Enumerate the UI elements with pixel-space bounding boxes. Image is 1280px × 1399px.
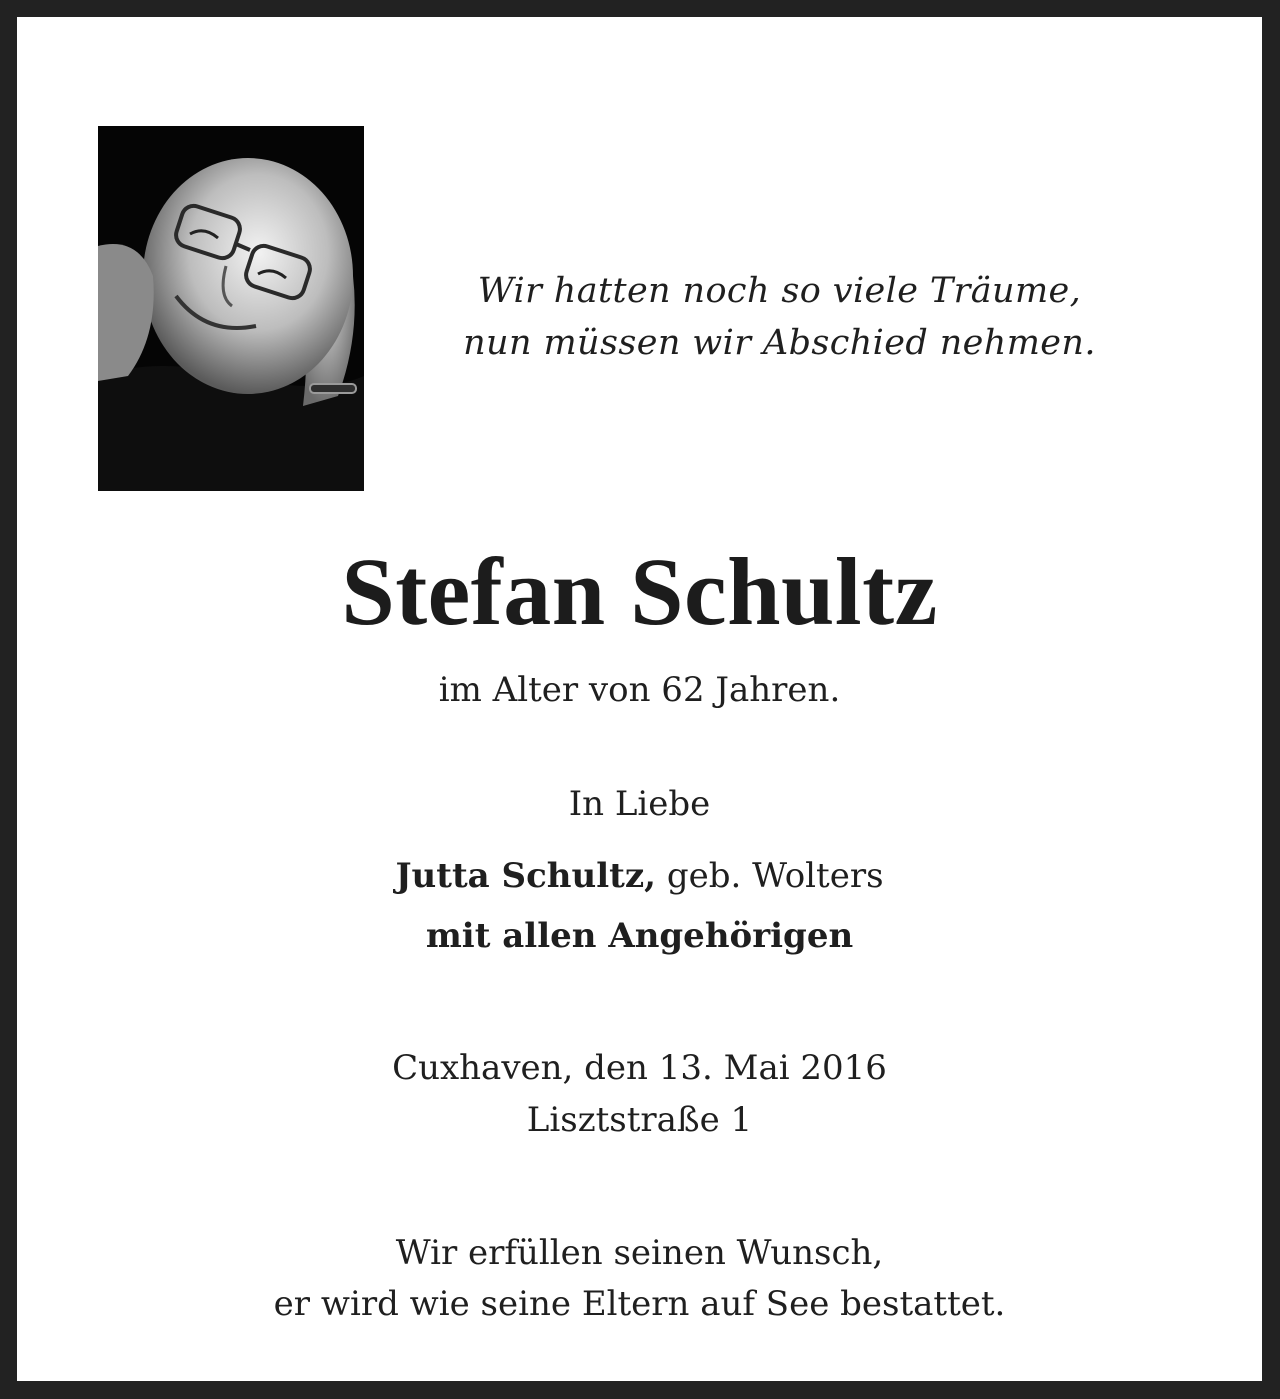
mourner-name: Jutta Schultz,: [395, 856, 656, 896]
obituary-notice: [17, 17, 1262, 1381]
age-line: im Alter von 62 Jahren.: [438, 670, 841, 710]
address-line: Lisztstraße 1: [526, 1100, 753, 1140]
quote-line-2: nun müssen wir Abschied nehmen.: [463, 323, 1096, 363]
deceased-name: Stefan Schultz: [341, 538, 938, 645]
closing-line-1: Wir erfüllen seinen Wunsch,: [395, 1233, 884, 1273]
in-love-line: In Liebe: [568, 784, 711, 824]
quote-line-1: Wir hatten noch so viele Träume,: [477, 271, 1082, 311]
place-date-line: Cuxhaven, den 13. Mai 2016: [392, 1048, 887, 1088]
mourner-maiden-name: geb. Wolters: [666, 856, 884, 896]
portrait-image: [98, 126, 364, 491]
portrait-photo: [98, 126, 364, 491]
closing-line-2: er wird wie seine Eltern auf See bestattet.: [273, 1284, 1006, 1324]
quote: [397, 265, 1162, 369]
relatives-line: mit allen Angehörigen: [425, 916, 854, 956]
mourner-line: [17, 851, 1262, 901]
